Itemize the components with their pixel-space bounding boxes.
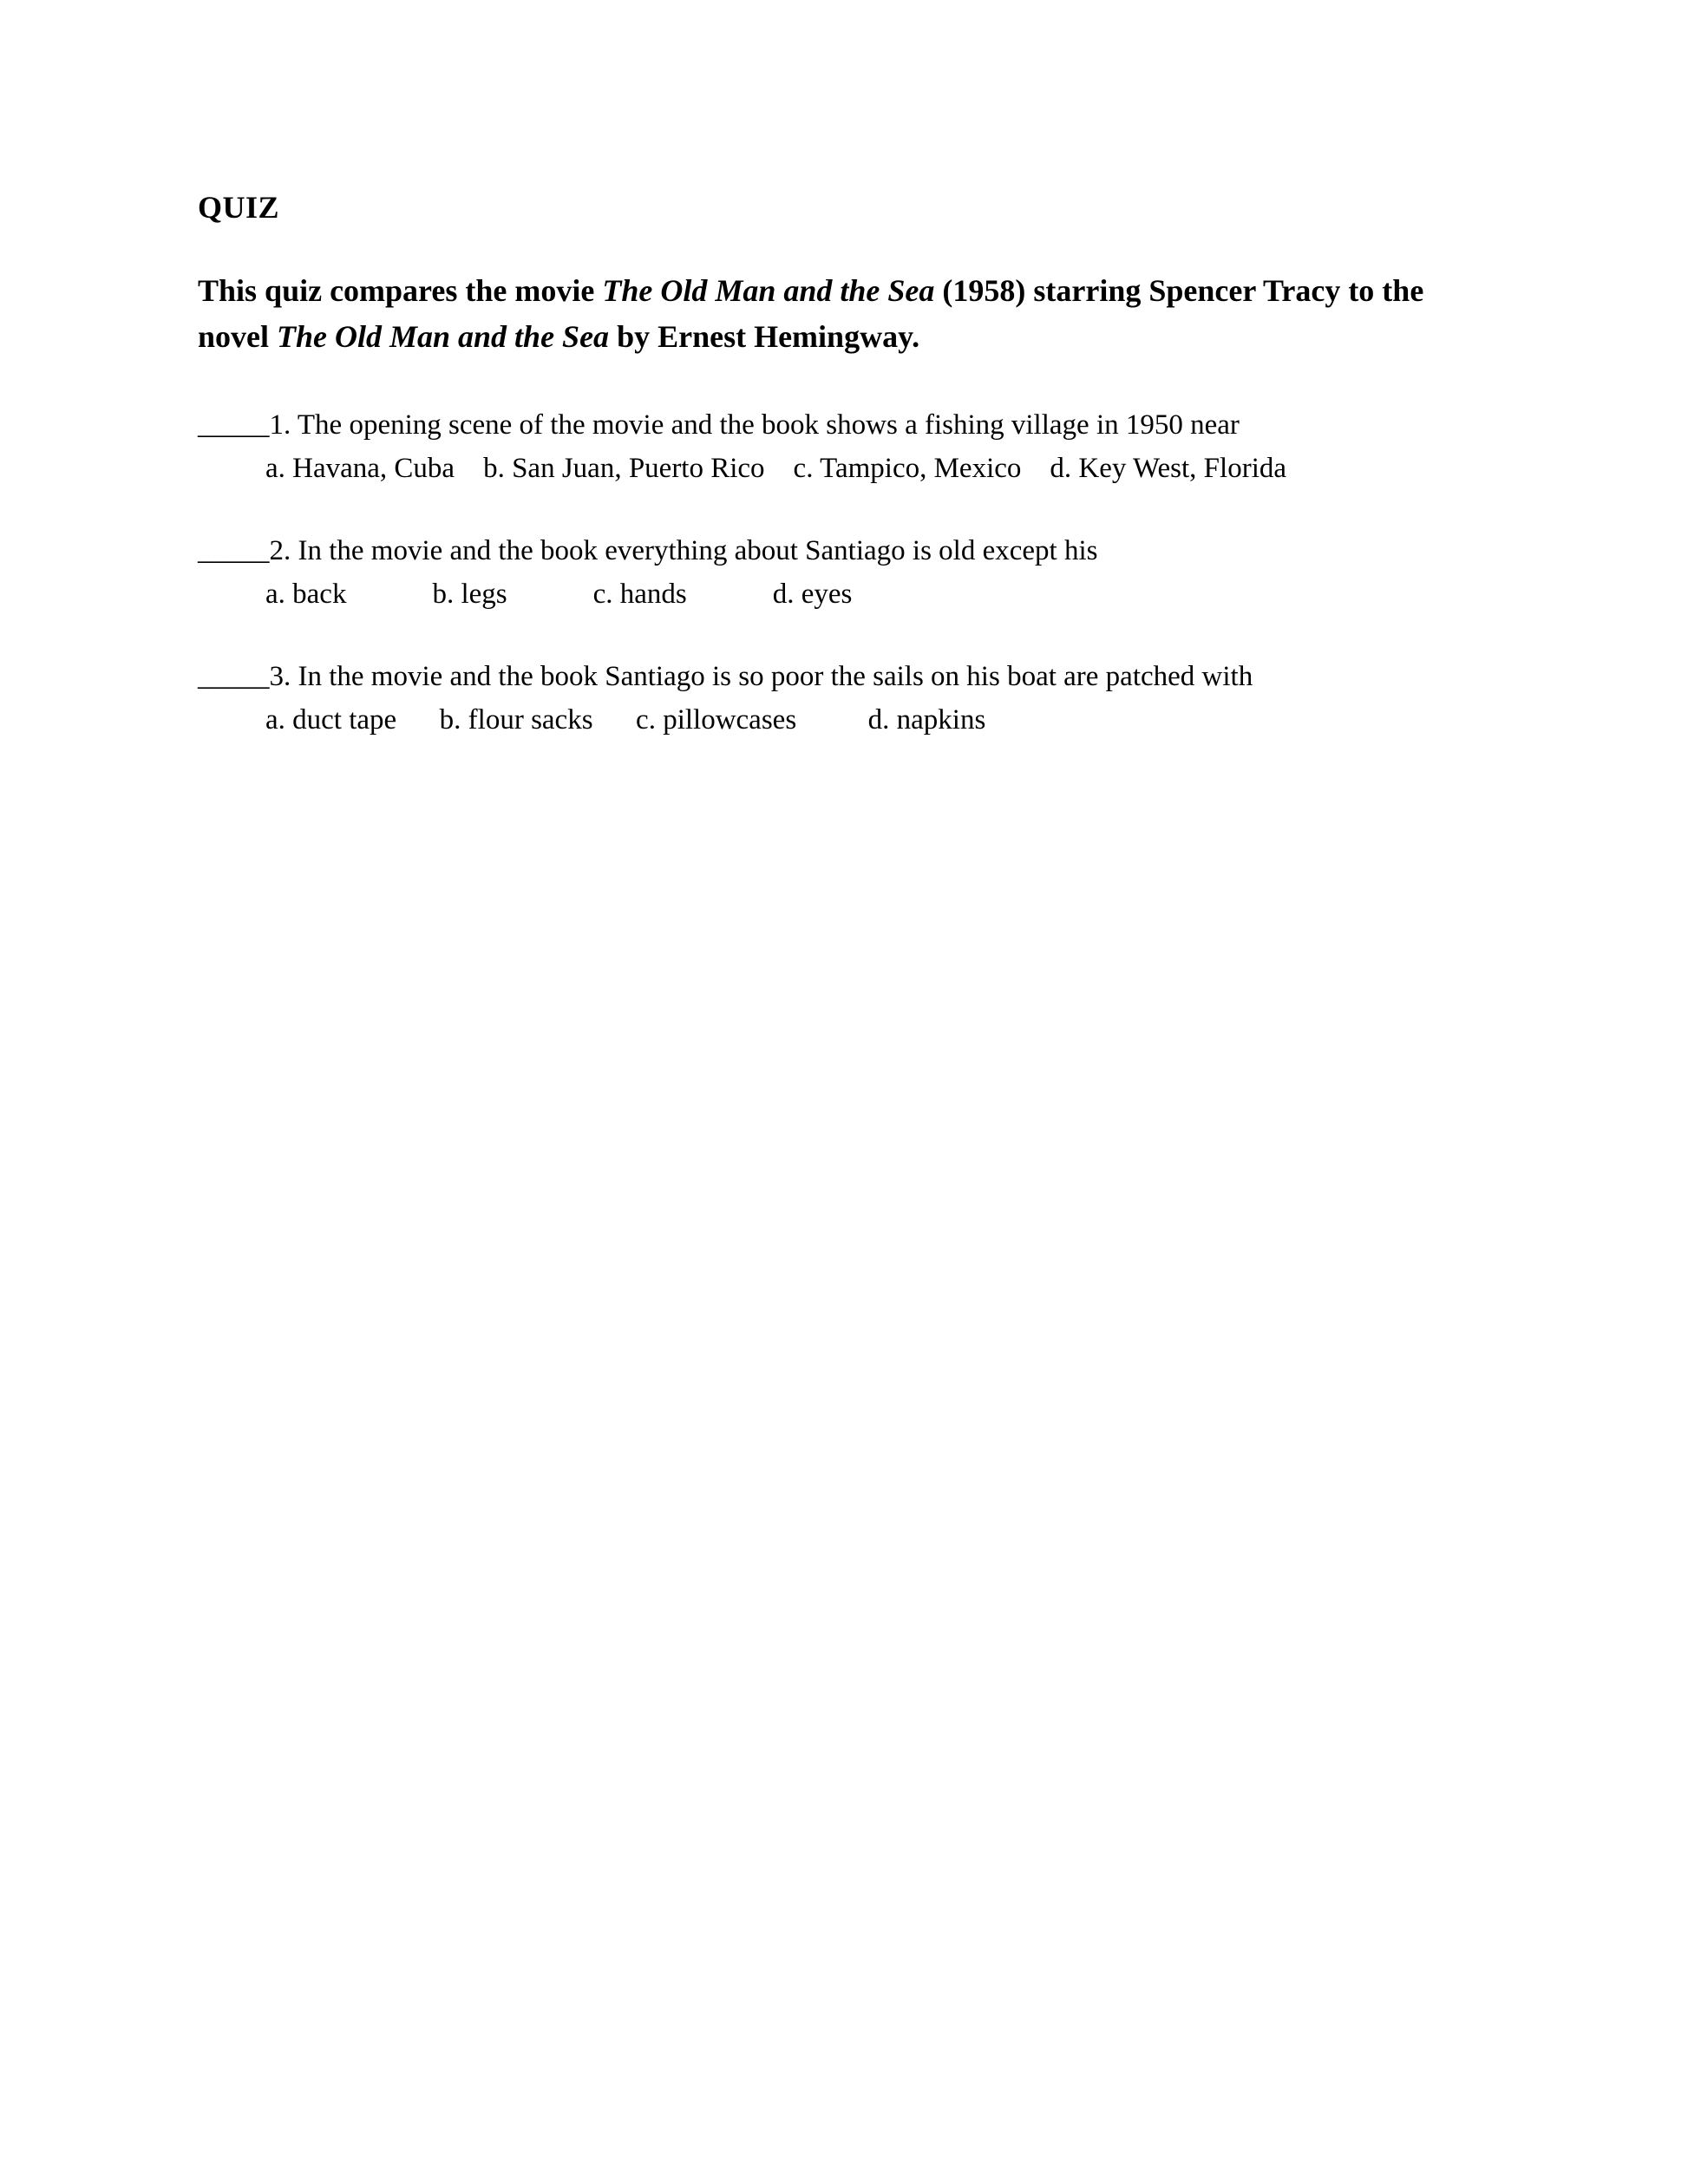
question-stem <box>198 406 1499 445</box>
question-choices: a. Havana, Cuba b. San Juan, Puerto Rico c. Tampico, Mexico d. Key West, Florida <box>265 453 1287 485</box>
answer-blank[interactable]: _____ <box>198 409 270 441</box>
page-title: QUIZ <box>198 190 280 225</box>
question-choices: a. back b. legs c. hands d. eyes <box>265 579 853 611</box>
answer-blank[interactable]: _____ <box>198 534 270 566</box>
intro-text-part3: by Ernest Hemingway. <box>609 319 920 355</box>
question-number: 2. <box>269 534 291 566</box>
quiz-intro-paragraph <box>198 268 1447 361</box>
question-choices: a. duct tape b. flour sacks c. pillowcases d. napkins <box>265 704 986 736</box>
question-number: 3. <box>269 660 291 692</box>
document-content <box>198 189 1499 783</box>
question-stem <box>198 657 1499 696</box>
question-item <box>198 532 1499 614</box>
question-number: 1. <box>269 409 291 441</box>
question-text: In the movie and the book everything about Santiago is old except his <box>291 534 1098 566</box>
intro-text-part2: (1958) starring Spencer Tracy to the novel <box>198 273 1424 355</box>
intro-novel-title: The Old Man and the Sea <box>277 319 610 355</box>
question-item <box>198 657 1499 740</box>
intro-text-part1: This quiz compares the movie <box>198 273 603 309</box>
answer-blank[interactable]: _____ <box>198 660 270 692</box>
question-text: In the movie and the book Santiago is so poor the sails on his boat are patched with <box>291 660 1253 692</box>
question-item <box>198 406 1499 488</box>
question-text: The opening scene of the movie and the book shows a fishing village in 1950 near <box>291 409 1240 441</box>
intro-movie-title: The Old Man and the Sea <box>602 273 935 309</box>
question-stem <box>198 532 1499 571</box>
